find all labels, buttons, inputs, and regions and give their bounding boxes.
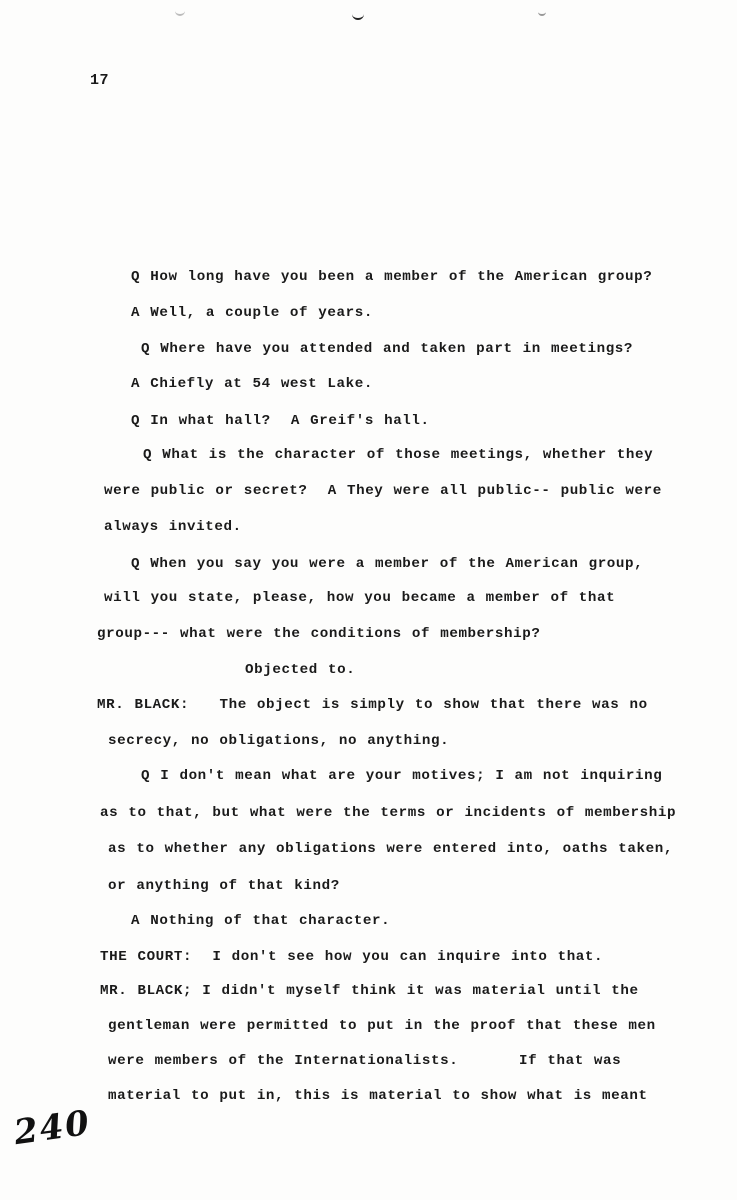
transcript-line: Q What is the character of those meetings, whether they bbox=[143, 447, 654, 463]
transcript-line: as to whether any obligations were entered into, oaths taken, bbox=[108, 841, 673, 857]
transcript-line: or anything of that kind? bbox=[108, 878, 340, 894]
scan-mark bbox=[352, 10, 364, 20]
transcript-line: A Well, a couple of years. bbox=[131, 305, 373, 321]
transcript-line: were members of the Internationalists. If that was bbox=[108, 1053, 622, 1069]
transcript-line: Q How long have you been a member of the American group? bbox=[131, 269, 653, 285]
page-number: 17 bbox=[90, 72, 110, 89]
transcript-line: Objected to. bbox=[245, 662, 356, 678]
transcript-line: gentleman were permitted to put in the proof that these men bbox=[108, 1018, 656, 1034]
top-scan-marks bbox=[0, 0, 737, 30]
transcript-line: A Nothing of that character. bbox=[131, 913, 391, 929]
transcript-line: as to that, but what were the terms or incidents of membership bbox=[100, 805, 677, 821]
transcript-line: THE COURT: I don't see how you can inquire into that. bbox=[100, 949, 604, 965]
scan-mark bbox=[175, 8, 185, 16]
transcript-line: Q When you say you were a member of the American group, bbox=[131, 556, 644, 572]
handwritten-folio-number: 240 bbox=[11, 1102, 94, 1154]
transcript-line: secrecy, no obligations, no anything. bbox=[108, 733, 450, 749]
transcript-line: Q Where have you attended and taken part in meetings? bbox=[141, 341, 634, 357]
transcript-line: material to put in, this is material to show what is meant bbox=[108, 1088, 648, 1104]
scan-mark bbox=[538, 10, 546, 16]
transcript-line: Q In what hall? A Greif's hall. bbox=[131, 413, 430, 429]
transcript-line: A Chiefly at 54 west Lake. bbox=[131, 376, 373, 392]
transcript-line: MR. BLACK: The object is simply to show that there was no bbox=[97, 697, 648, 713]
transcript-line: Q I don't mean what are your motives; I am not inquiring bbox=[141, 768, 663, 784]
transcript-line: were public or secret? A They were all public-- public were bbox=[104, 483, 662, 499]
transcript-line: always invited. bbox=[104, 519, 242, 535]
transcript-line: group--- what were the conditions of membership? bbox=[97, 626, 541, 642]
transcript-line: MR. BLACK; I didn't myself think it was material until the bbox=[100, 983, 639, 999]
transcript-line: will you state, please, how you became a member of that bbox=[104, 590, 616, 606]
